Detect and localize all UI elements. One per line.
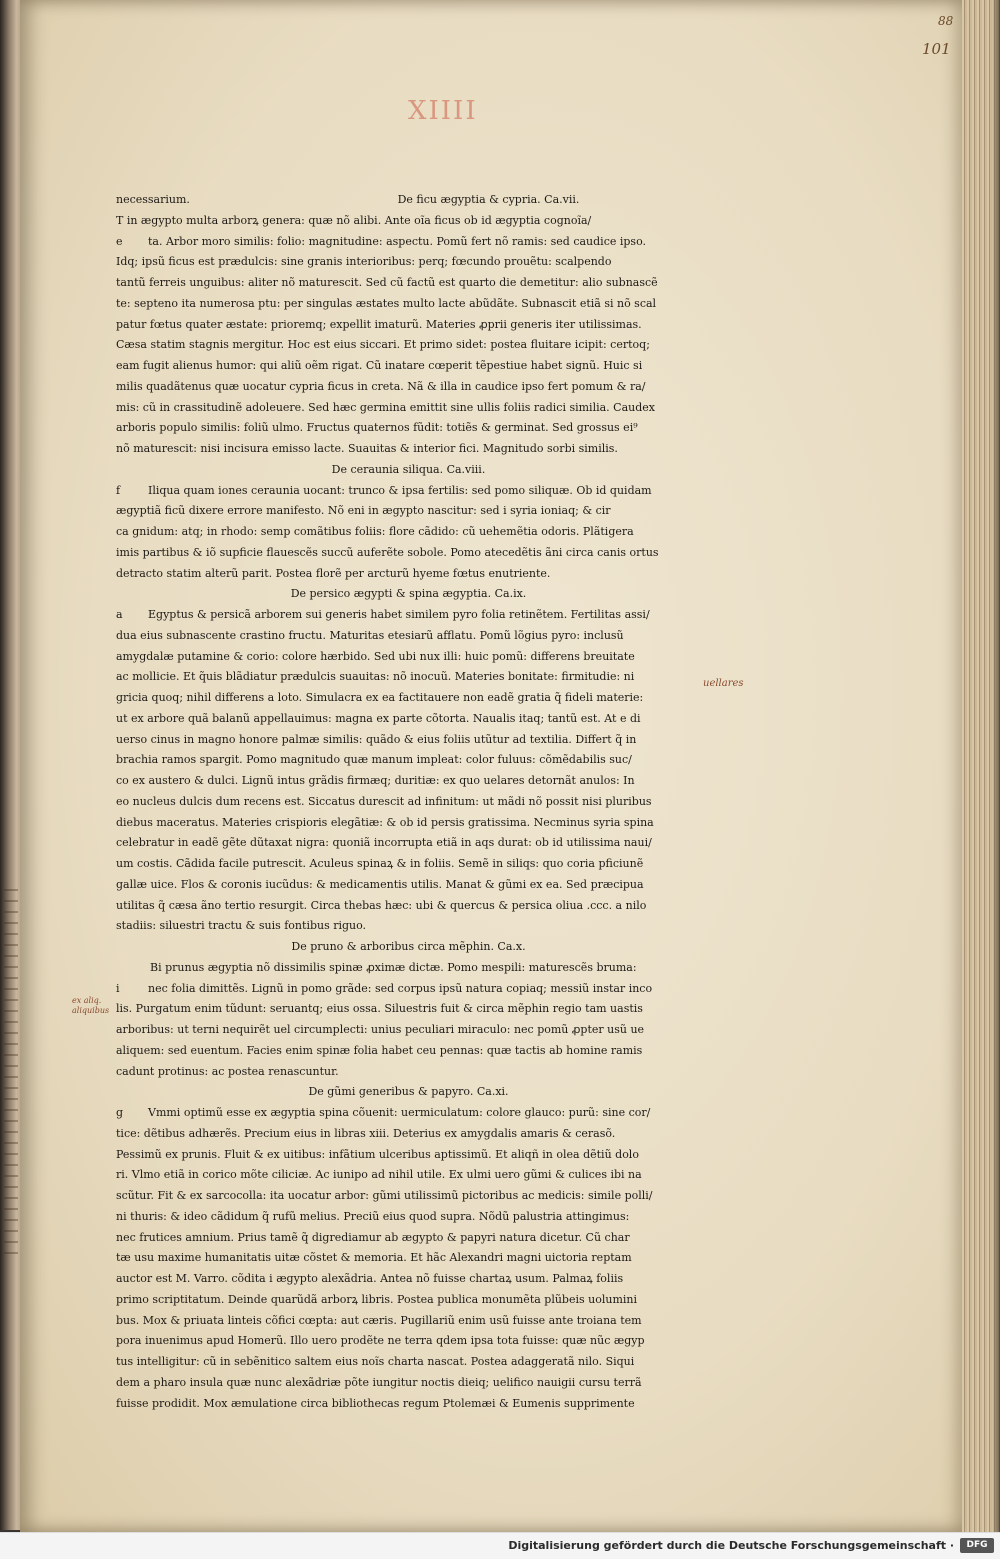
margin-note-right: uellares xyxy=(703,678,744,689)
text-line: ca gnidum: atq; in rhodo: semp comãtibus foliis: flore cãdido: cũ uehemẽtia odoris. Plãtigera xyxy=(116,525,634,538)
chapter-heading: De gũmi generibus & papyro. Ca.xi. xyxy=(308,1085,509,1099)
text-line-with-guide-letter xyxy=(116,232,701,253)
text-line: Pessimũ ex prunis. Fluit & ex uitibus: infãtium ulceribus aptissimũ. Et aliqñ in olea dẽtiũ dolo xyxy=(116,1147,639,1161)
text-line: gricia quoq; nihil differens a loto. Simulacra ex ea factitauere non eadẽ gratia q̃ fideli materie: xyxy=(116,691,644,704)
text-line: diebus maceratus. Materies crispioris elegãtiæ: & ob id persis gratissima. Necminus syria spina xyxy=(116,815,654,829)
text-line-content: ta. Arbor moro similis: folio: magnitudine: aspectu. Pomũ fert nõ ramis: sed caudice ipso. xyxy=(148,234,646,248)
text-line: eo nucleus dulcis dum recens est. Siccatus durescit ad infinitum: ut mãdi nõ possit nisi pluribus xyxy=(116,794,652,808)
chapter-heading: De pruno & arboribus circa mẽphin. Ca.x. xyxy=(291,940,526,953)
guide-letter: f xyxy=(116,483,121,497)
text-line: detracto statim alterũ parit. Postea florẽ per arcturũ hyeme fœtus enutriente. xyxy=(116,566,551,580)
text-block xyxy=(116,190,701,1414)
text-line: tantũ ferreis unguibus: aliter nõ maturescit. Sed cũ factũ est quarto die demetitur: alio subnascẽ xyxy=(116,276,658,289)
dfg-logo-icon: DFG xyxy=(960,1538,994,1553)
text-line-with-guide-letter xyxy=(116,979,701,1000)
text-line-content: nec folia dimittẽs. Lignũ in pomo grãde: sed corpus ipsũ natura copiaq; messiũ instar inco xyxy=(148,981,653,995)
text-line: primo scriptitatum. Deinde quarũdã arborꝝ libris. Postea publica monumẽta plũbeis uolumini xyxy=(116,1292,638,1306)
text-line: Idq; ipsũ ficus est prædulcis: sine granis interioribus: perq; fœcundo prouẽtu: scalpendo xyxy=(116,255,612,269)
text-line: ni thuris: & ideo cãdidum q̃ rufũ melius. Preciũ eius quod supra. Nõdũ palustria attingimus: xyxy=(116,1209,630,1223)
chapter-heading: De ficu ægyptia & cypria. Ca.vii. xyxy=(397,193,580,206)
catchword: necessarium. xyxy=(116,193,190,206)
text-line-content: Iliqua quam iones ceraunia uocant: trunco & ipsa fertilis: sed pomo siliquæ. Ob id quidam xyxy=(148,483,652,497)
chapter-heading: De ceraunia siliqua. Ca.viii. xyxy=(331,462,486,476)
footer-credit: Digitalisierung gefördert durch die Deutsche Forschungsgemeinschaft · xyxy=(508,1539,954,1552)
text-line: scũtur. Fit & ex sarcocolla: ita uocatur arbor: gũmi utilissimũ pictoribus ac medicis: simile polli/ xyxy=(116,1189,653,1202)
text-line: mis: cũ in crassitudinẽ adoleuere. Sed hæc germina emittit sine ullis foliis radici similia. Caudex xyxy=(116,400,655,414)
adjacent-page-edge xyxy=(0,0,22,1530)
text-line: arboris populo similis: foliũ ulmo. Fructus quaternos fũdit: totiẽs & germinat. Sed grossus ei⁹ xyxy=(116,421,638,435)
text-line: nõ maturescit: nisi incisura emisso lacte. Suauitas & interior fici. Magnitudo sorbi similis. xyxy=(116,442,618,455)
chapter-mark: XIIII xyxy=(408,96,478,126)
text-line: ægyptiã ficũ dixere errore manifesto. Nõ eni in ægypto nascitur: sed i syria ioniaq; & cir xyxy=(116,504,611,518)
text-line-with-guide-letter xyxy=(116,481,701,502)
text-line: arboribus: ut terni nequirẽt uel circumplecti: unius peculiari miraculo: nec pomũ ꝓpter usũ ue xyxy=(116,1023,645,1036)
text-line: brachia ramos spargit. Pomo magnitudo quæ manum impleat: color fuluus: cõmẽdabilis suc/ xyxy=(116,753,632,767)
text-line: uerso cinus in magno honore palmæ similis: quãdo & eius foliis utũtur ad textilia. Differt q̃ in xyxy=(116,732,637,746)
text-line: ut ex arbore quã balanũ appellauimus: magna ex parte cõtorta. Naualis itaq; tantũ est. At e di xyxy=(116,711,641,725)
text-line: Cæsa statim stagnis mergitur. Hoc est eius siccari. Et primo sidet: postea fluitare icipit: certoq; xyxy=(116,338,650,352)
guide-letter: g xyxy=(116,1106,124,1119)
text-line: fuisse prodidit. Mox æmulatione circa bibliothecas regum Ptolemæi & Eumenis supprimente xyxy=(116,1396,635,1410)
text-line-content: Egyptus & persicã arborem sui generis habet similem pyro folia retinẽtem. Fertilitas assi/ xyxy=(148,608,650,621)
text-line: auctor est M. Varro. cõdita i ægypto alexãdria. Antea nõ fuisse chartaꝝ usum. Palmaꝝ foliis xyxy=(116,1272,624,1285)
guide-letter: i xyxy=(116,981,120,995)
text-line: co ex austero & dulci. Lignũ intus grãdis firmæq; duritiæ: ex quo uelares detornãt anulos: In xyxy=(116,774,635,787)
text-line: dua eius subnascente crastino fructu. Maturitas etesiarũ afflatu. Pomũ lõgius pyro: inclusũ xyxy=(116,628,624,642)
text-line: tice: dẽtibus adhærẽs. Precium eius in libras xiii. Deterius ex amygdalis amaris & cerasõ. xyxy=(116,1126,616,1140)
text-line: T in ægypto multa arborꝝ genera: quæ nõ alibi. Ante oĩa ficus ob id ægyptia cognoĩa/ xyxy=(116,213,592,227)
text-line: nec frutices amnium. Prius tamẽ q̃ digrediamur ab ægypto & papyri natura dicetur. Cũ char xyxy=(116,1230,630,1244)
text-line-with-catchword xyxy=(116,190,701,211)
text-line: celebratur in eadẽ gẽte dũtaxat nigra: quoniã incorrupta etiã in aqs durat: ob id utilissima naui/ xyxy=(116,836,652,850)
adjacent-page-text-marks xyxy=(4,880,18,1260)
text-line-with-guide-letter xyxy=(116,605,701,626)
folio-number: 101 xyxy=(922,40,951,58)
text-line: tus intelligitur: cũ in sebẽnitico saltem eius noĩs charta nascat. Postea adaggeratã nilo. Siqui xyxy=(116,1355,635,1368)
folio-mark-top: 88 xyxy=(938,14,954,28)
text-line: lis. Purgatum enim tũdunt: seruantq; eius ossa. Siluestris fuit & circa mẽphin regio tam uastis xyxy=(116,1002,643,1016)
text-line: amygdalæ putamine & corio: colore hærbido. Sed ubi nux illi: huic pomũ: differens breuitate xyxy=(116,649,635,663)
text-line: tæ usu maxime humanitatis uitæ cõstet & memoria. Et hãc Alexandri magni uictoria reptam xyxy=(116,1251,632,1265)
book-page xyxy=(20,0,962,1532)
text-line: ri. Vlmo etiã in corico mõte ciliciæ. Ac iunipo ad nihil utile. Ex ulmi uero gũmi & culices ibi na xyxy=(116,1168,642,1182)
text-line-with-guide-letter xyxy=(116,1103,701,1124)
text-line: pora inuenimus apud Homerũ. Illo uero prodẽte ne terra qdem ipsa tota fuisse: quæ nũc ægyp xyxy=(116,1334,645,1348)
margin-note-left: ex aliq. aliquibus xyxy=(72,996,110,1015)
text-line-content: Vmmi optimũ esse ex ægyptia spina cõuenit: uermiculatum: colore glauco: purũ: sine cor/ xyxy=(148,1106,651,1119)
footer-bar xyxy=(0,1532,1000,1559)
text-line: stadiis: siluestri tractu & suis fontibus riguo. xyxy=(116,919,367,933)
text-line: bus. Mox & priuata linteis cõfici cœpta: aut cæris. Pugillariũ enim usũ fuisse ante troiana tem xyxy=(116,1313,642,1327)
text-line: patur fœtus quater æstate: prioremq; expellit imaturũ. Materies ꝓprii generis iter utilissimas. xyxy=(116,317,642,331)
page-stack-shadow xyxy=(992,0,1000,1532)
text-line: eam fugit alienus humor: qui aliũ oẽm rigat. Cũ inatare cœperit tẽpestiue habet signũ. Huic si xyxy=(116,359,643,372)
text-line: um costis. Cãdida facile putrescit. Aculeus spinaꝝ & in foliis. Semẽ in siliqs: quo coria pficiunẽ xyxy=(116,857,644,870)
guide-letter: e xyxy=(116,234,123,248)
text-line: imis partibus & iõ supficie flauescẽs succũ auferẽte sobole. Pomo atecedẽtis ãni circa canis ortus xyxy=(116,545,659,559)
text-line: dem a pharo insula quæ nunc alexãdriæ põte iungitur noctis dieiq; uelifico nauigii cursu terrã xyxy=(116,1375,642,1389)
text-line: Bi prunus ægyptia nõ dissimilis spinæ ꝓximæ dictæ. Pomo mespili: maturescẽs bruma: xyxy=(150,960,637,974)
text-line: ac mollicie. Et q̃uis blãdiatur prædulcis suauitas: nõ inocuũ. Materies bonitate: firmitudie: ni xyxy=(116,670,635,684)
chapter-heading: De persico ægypti & spina ægyptia. Ca.ix. xyxy=(290,587,527,601)
guide-letter: a xyxy=(116,608,123,621)
text-line: cadunt protinus: ac postea renascuntur. xyxy=(116,1064,339,1078)
text-line: gallæ uice. Flos & coronis iucũdus: & medicamentis utilis. Manat & gũmi ex ea. Sed præcipua xyxy=(116,877,644,891)
text-line: te: septeno ita numerosa ptu: per singulas æstates multo lacte abũdãte. Subnascit etiã si nõ scal xyxy=(116,296,657,310)
text-line: aliquem: sed euentum. Facies enim spinæ folia habet ceu pennas: quæ tactis ab homine ramis xyxy=(116,1043,643,1057)
text-line: milis quadãtenus quæ uocatur cypria ficus in creta. Nã & illa in caudice ipso fert pomum & ra/ xyxy=(116,379,646,393)
text-line: utilitas q̃ cæsa ãno tertio resurgit. Circa thebas hæc: ubi & quercus & persica oliua .ccc. a nilo xyxy=(116,898,647,912)
